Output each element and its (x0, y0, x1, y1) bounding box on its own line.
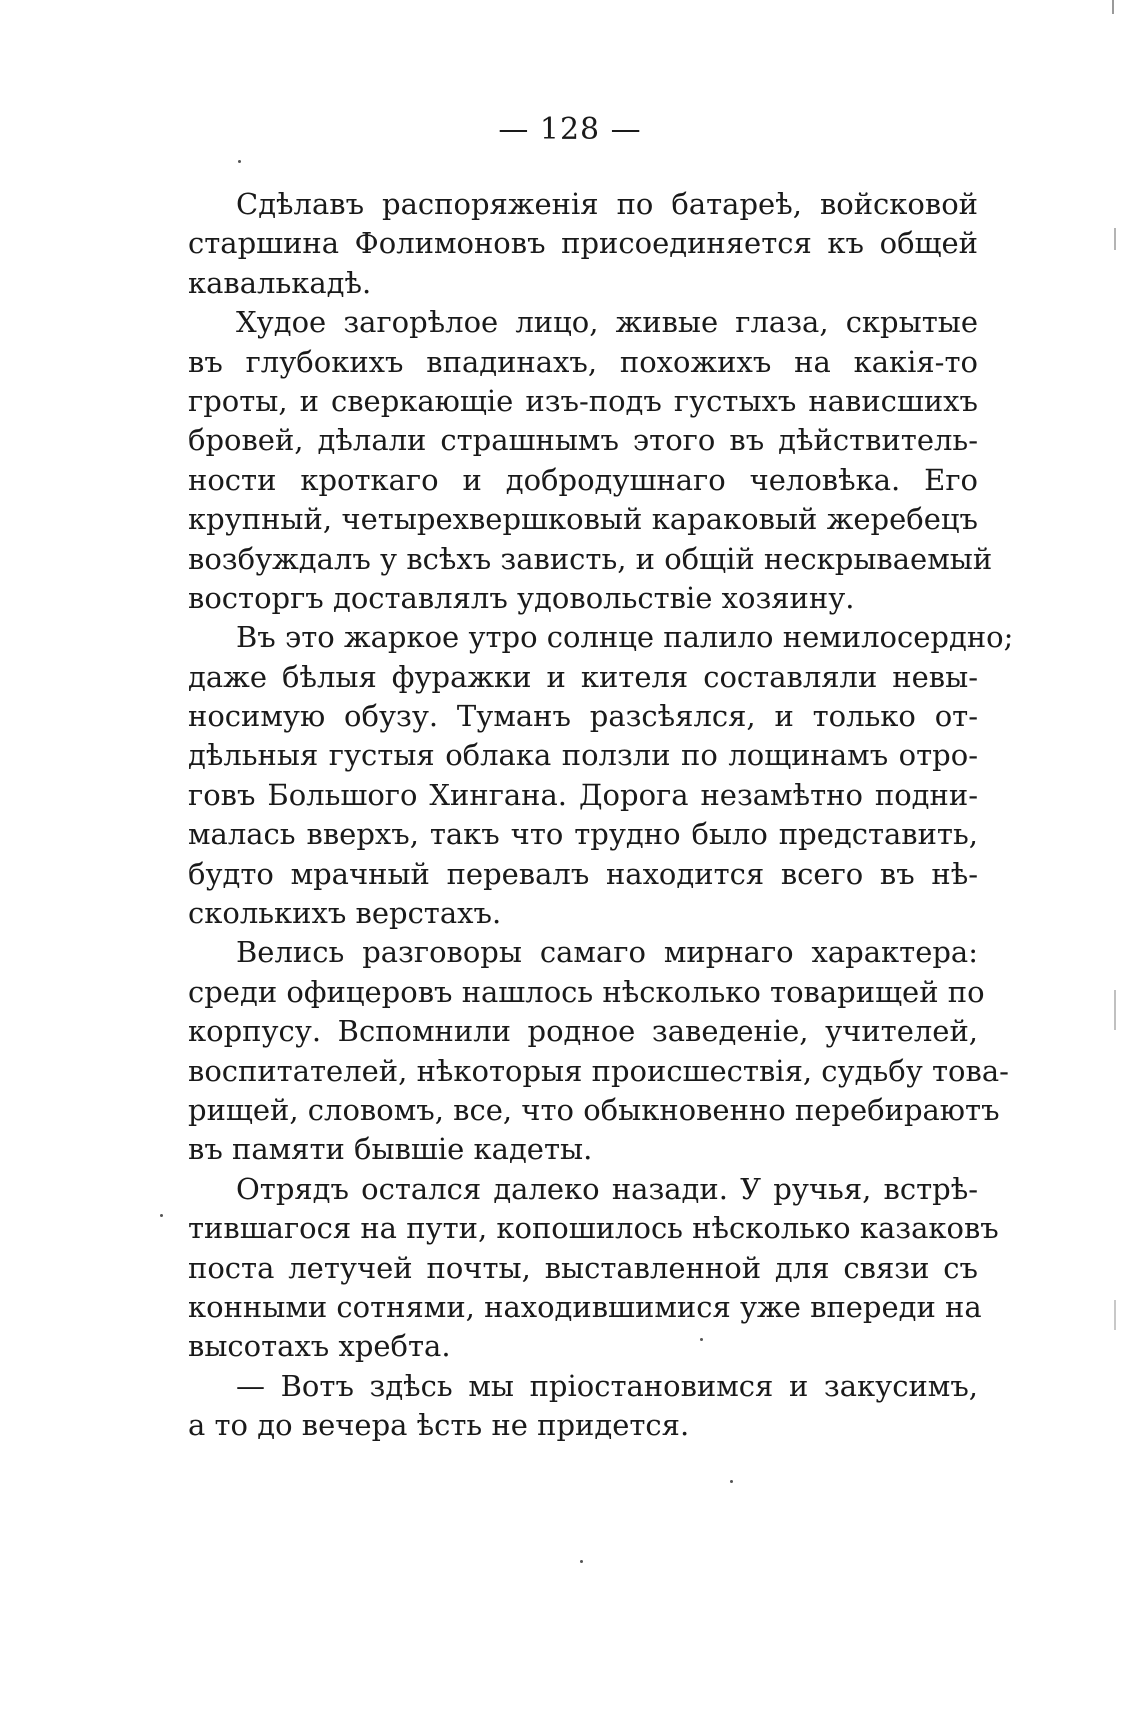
text-line: среди офицеровъ нашлось нѣсколько товарищей по (188, 974, 985, 1009)
text-line: малась вверхъ, такъ что трудно было представить, (188, 817, 978, 852)
scan-speck (730, 1480, 733, 1483)
scan-edge-mark (1114, 1300, 1116, 1330)
text-line: конными сотнями, находившимися уже впереди на (188, 1289, 982, 1324)
text-line: Въ это жаркое утро солнце палило немилосердно; (236, 620, 1014, 655)
text-line: высотахъ хребта. (188, 1329, 451, 1364)
text-line: возбуждалъ у всѣхъ зависть, и общій нескрываемый (188, 541, 993, 576)
text-line: носимую обузу. Туманъ разсѣялся, и только от- (188, 699, 978, 734)
text-line: крупный, четырехвершковый караковый жеребецъ (188, 502, 978, 537)
text-line: даже бѣлыя фуражки и кителя составляли невы- (188, 659, 978, 694)
text-line: въ глубокихъ впадинахъ, похожихъ на какія-то (188, 344, 978, 379)
text-line: дѣльныя густыя облака ползли по лощинамъ отро- (188, 738, 978, 773)
text-line: кавалькадѣ. (188, 265, 372, 300)
scan-edge-mark (1114, 990, 1116, 1030)
text-line: будто мрачный перевалъ находится всего въ нѣ- (188, 856, 978, 891)
text-line: старшина Фолимоновъ присоединяется къ общей (188, 226, 978, 261)
scan-speck (160, 1214, 163, 1217)
text-line: восторгъ доставлялъ удовольствіе хозяину. (188, 580, 855, 615)
text-line: Сдѣлавъ распоряженія по батареѣ, войсковой (236, 187, 978, 221)
body-text (188, 185, 1014, 1446)
scan-speck (238, 160, 241, 163)
text-line: а то до вечера ѣсть не придется. (188, 1408, 690, 1443)
text-line: Отрядъ остался далеко назади. У ручья, встрѣ- (236, 1171, 978, 1206)
paragraph (188, 303, 993, 618)
scan-edge-mark (1114, 228, 1116, 250)
text-line: бровей, дѣлали страшнымъ этого въ дѣйствитель- (188, 423, 978, 458)
text-line: въ памяти бывшіе кадеты. (188, 1132, 593, 1167)
text-line: гроты, и сверкающіе изъ-подъ густыхъ нависшихъ (188, 383, 978, 418)
text-line: сколькихъ верстахъ. (188, 896, 502, 931)
paragraph (188, 1170, 999, 1367)
text-line: — Вотъ здѣсь мы пріостановимся и закусимъ, (236, 1368, 978, 1403)
paragraph (188, 618, 1014, 933)
page-number: — 128 — (498, 112, 642, 147)
text-line: говъ Большого Хингана. Дорога незамѣтно подни- (188, 777, 978, 812)
text-line: Велись разговоры самаго мирнаго характера: (236, 935, 978, 970)
text-line: корпусу. Вспомнили родное заведеніе, учителей, (188, 1014, 978, 1049)
paragraph (188, 1367, 978, 1446)
text-line: воспитателей, нѣкоторыя происшествія, судьбу това- (188, 1053, 1009, 1088)
paragraph (188, 933, 1009, 1169)
text-line: рищей, словомъ, все, что обыкновенно перебираютъ (188, 1092, 1000, 1127)
text-line: ности кроткаго и добродушнаго человѣка. Его (188, 462, 978, 497)
text-line: тившагося на пути, копошилось нѣсколько казаковъ (188, 1211, 999, 1246)
paragraph (188, 185, 978, 303)
scan-edge-mark (1112, 0, 1114, 14)
text-line: поста летучей почты, выставленной для связи съ (188, 1250, 978, 1285)
scan-speck (580, 1560, 583, 1563)
text-line: Худое загорѣлое лицо, живые глаза, скрытые (236, 305, 978, 340)
